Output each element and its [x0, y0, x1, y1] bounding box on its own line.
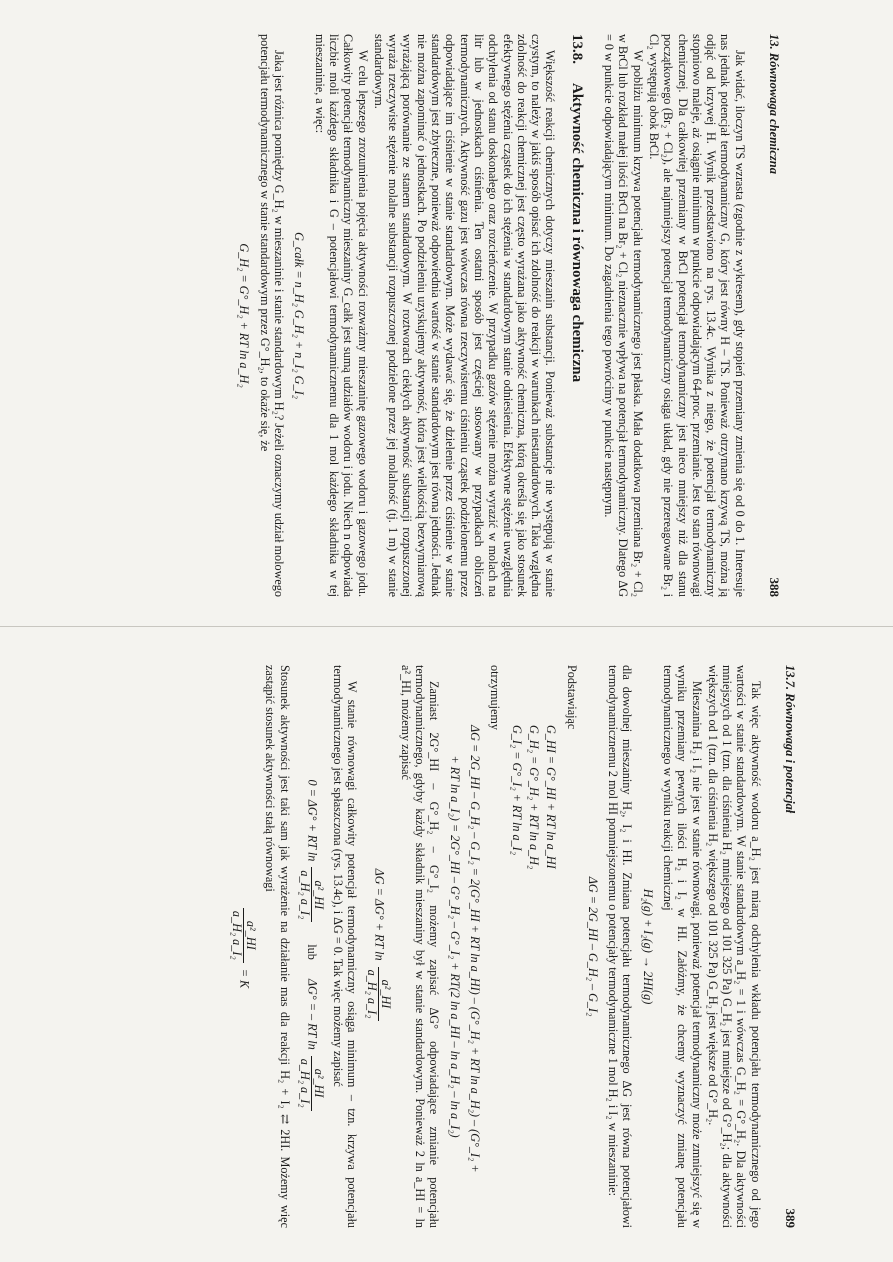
paragraph: W stanie równowagi całkowity potencjał termodynamiczny osiąga minimum – tzn. krzywa potencjału termodynamicznego jest spłaszczona (rys. 13.4c), i ΔG = 0. Tak więc możemy zapisać: [331, 665, 360, 1228]
equation-text: ΔG = ΔG° + RT ln: [373, 868, 388, 961]
page-number: 388: [767, 577, 782, 597]
equation: G_całk = n_H₂ G_H₂ + n_I₂ G_I₂: [292, 232, 307, 399]
fraction-numerator: a²_HI: [311, 867, 325, 922]
equation: + RT ln a_I₂) = 2G°_HI – G°_H₂ – G°_I₂ + RT(2 ln a_HI – ln a_H₂ – ln a_I₂): [447, 755, 462, 1138]
equation: ΔG = 2G_HI – G_H₂ – G_I₂ = 2(G°_HI + RT ln a_HI) – (G°_H₂ + RT ln a_H₂) – (G°_I₂ +: [467, 725, 482, 1173]
paragraph: Jak widać, iloczyn TS wzrasta (zgodnie z wykresem), gdy stopień przemiany zmienia się od 0 do 1. Interesuje nas jednak potencjał termodynamiczny G, który jest równy H – TS. Ponieważ otrzymano krzywą TS, można ją odjąć od krzywej H. Wynik przedstawiono na rys. 13.4c. Wynika z niego, że potencjał termodynamiczny stopniowo maleje, aż osiągnie minimum w punkcie odpowiadającym 64-proc. przemianie. Jest to stan równowagi chemicznej. Dla całkowitej przemiany w BrCl potencjał termodynamiczny jest nieco mniejszy niż dla stanu początkowego (Br₂ + Cl₂), ale najmniejszy potencjał termodynamiczny osiąga układ, gdy nie przereagowane Br₂ i Cl₂ występują obok BrCl.: [646, 34, 747, 597]
paragraph: W pobliżu minimum krzywa potencjału termodynamicznego jest płaska. Mała dodatkowa przemiana Br₂ + Cl₂ w BrCl lub rozkład małej ilości BrCl na Br₂ + Cl₂ nieznacznie wpływa na potencjał termodynamiczny. Dlatego ΔG = 0 w punkcie odpowiadającym minimum. Do zagadnienia tego powrócimy w punkcie następnym.: [602, 34, 645, 597]
section-title: Aktywność chemiczna i równowaga chemiczna: [568, 82, 585, 383]
fraction-numerator: a²_HI: [311, 1056, 325, 1111]
equation: G_HI = G°_HI + RT ln a_HI: [544, 725, 559, 869]
paragraph: Jaka jest różnica pomiędzy G_H₂ w mieszaninie i stanie standardowym H₂? Jeżeli oznaczymy udział molowego potencjału termodynamicznego w stanie standardowym przez G°_H₂, to okaże się, że: [257, 34, 287, 597]
header-title: 13.7. Równowaga i potencjał: [783, 665, 797, 814]
gutter-divider: [0, 626, 893, 627]
fraction-denominator: a_H₂ a_I₂: [297, 870, 312, 920]
equation-text: = K: [237, 968, 252, 989]
label: Podstawiając: [565, 665, 580, 730]
equation-list: [508, 725, 559, 1228]
reaction-equation: H₂(g) + I₂(g) → 2HI(g): [640, 888, 655, 1005]
paragraph: dla dowolnej mieszaniny H₂, I₂ i HI. Zmiana potencjału termodynamicznego ΔG jest równa potencjałowi termodynamicznemu 2 mol HI pomniejszonemu o potencjały termodynamiczne 1 mol H₂ i I₂ w mieszaninie:: [606, 665, 635, 1228]
paragraph: W celu lepszego zrozumienia pojęcia aktywności rozważmy mieszaninę gazowego wodoru i gazowego jodu. Całkowity potencjał termodynamiczny mieszaniny G_całk jest sumą udziałów wodoru i jodu. Niech n odpowiada liczbie moli każdego składnika i G – potencjałowi termodynamicznemu dla 1 mol każdego składnika w tej mieszaninie, a więc:: [312, 34, 370, 597]
running-head-left: [767, 34, 781, 597]
page-number: 389: [783, 1208, 798, 1228]
activity-fraction: [365, 967, 392, 1022]
fraction-denominator: a_H₂ a_I₂: [365, 969, 380, 1019]
fraction-numerator: a²_HI: [243, 908, 257, 963]
equation: G_H₂ = G°_H₂ + RT ln a_H₂: [237, 243, 252, 388]
activity-fraction: [230, 908, 257, 963]
fraction-numerator: a²_HI: [378, 967, 392, 1022]
activity-fraction: [298, 1056, 325, 1111]
activity-fraction: [298, 867, 325, 922]
equation: G_H₂ = G°_H₂ + RT ln a_H₂: [527, 725, 542, 870]
paragraph: Mieszanina H₂ i I₂ nie jest w stanie równowagi, ponieważ potencjał termodynamiczny może zmniejszyć się w wyniku przemiany pewnych ilości H₂ i I₂ w HI. Załóżmy, że chcemy wyznaczyć zmianę potencjału termodynamicznego w wyniku reakcji chemicznej: [660, 665, 704, 1228]
section-heading: [569, 34, 583, 597]
equation-k: [230, 665, 257, 1228]
equation-text: 0 = ΔG° + RT ln: [305, 779, 320, 862]
fraction-denominator: a_H₂ a_I₂: [297, 1058, 312, 1108]
paragraph: Zamiast 2G°_HI – G°_H₂ – G°_I₂ możemy zapisać ΔG° odpowiadające zmianie potencjału termodynamicznego, gdyby każdy składnik mieszaniny był w stanie standardowym. Ponieważ 2 ln a_HI = ln a²_HI, możemy zapisać: [398, 665, 442, 1228]
page-389: [0, 631, 893, 1262]
header-title: 13. Równowaga chemiczna: [767, 34, 781, 174]
paragraph: Większość reakcji chemicznych dotyczy mieszanin substancji. Ponieważ substancje nie występują w stanie czystym, to należy w jakiś sposób opisać ich zdolność do reakcji w warunkach niestandardowych. Taka względna zdolność do reakcji chemicznej jest często wyrażana jako aktywność chemiczna, którą określa się jako stosunek efektywnego stężenia cząstek do ich stężenia w standardowym stanie odniesienia. Efektywne stężenie uwzględnia odchylenia od stanu doskonałego oraz rozcieńczenie. W przypadku gazów stężenie można wyrazić w molach na litr lub w jednostkach ciśnienia. Ten ostatni sposób jest częściej stosowany w przypadkach obliczeń termodynamicznych. Aktywność gazu jest wówczas równa rzeczywistemu ciśnieniu cząstek podzielonemu przez odpowiadające im ciśnienie w stanie standardowym. Może wydawać się, że dzielenie przez ciśnienie w stanie standardowym jest zbyteczne, ponieważ odpowiednia wartość w stanie standardowym jest równa jedności. Jednak nie można zapominać o jednostkach. Po podzieleniu uzyskujemy aktywność, która jest wielkością bezwymiarową wyrażającą porównanie ze stanem standardowym. W roztworach ciekłych aktywność substancji rozpuszczonej wyraża rzeczywiste stężenie molalne substancji rozpuszczonej podzielone przez jej molalność (tj. 1 m) w stanie standardowym.: [371, 34, 558, 597]
paragraph: Stosunek aktywności jest taki sam jak wyrażenie na działanie mas dla reakcji H₂ + I₂ ⇄ 2HI. Możemy więc zastąpić stosunek aktywności stałą równowagi: [263, 665, 292, 1228]
equation-equilibrium: [298, 665, 325, 1228]
section-number: 13.8.: [568, 34, 585, 64]
fraction-denominator: a_H₂ a_I₂: [230, 910, 245, 960]
equation-connector: lub: [305, 944, 320, 960]
equation-dg: [365, 665, 392, 1228]
label: otrzymujemy: [488, 665, 503, 730]
equation-text: ΔG° = – RT ln: [305, 978, 320, 1050]
paragraph: Tak więc aktywność wodoru a_H₂ jest miarą odchylenia wkładu potencjału termodynamicznego od jego wartości w stanie standardowym. W stanie standardowym a_H₂ = 1 i wówczas G_H₂ = G°_H₂. Dla aktywności mniejszych od 1 (tzn. dla ciśnienia H₂ mniejszego od 101 325 Pa) G_H₂ jest mniejsze od G°_H₂; dla aktywności większych od 1 (tzn. dla ciśnienia H₂ większego od 101 325 Pa) G_H₂ jest większe od G°_H₂.: [705, 665, 763, 1228]
equation: ΔG = 2G_HI – G_H₂ – G_I₂: [585, 876, 600, 1017]
running-head-right: [783, 665, 797, 1228]
equation: G_I₂ = G°_I₂ + RT ln a_I₂: [510, 725, 525, 855]
